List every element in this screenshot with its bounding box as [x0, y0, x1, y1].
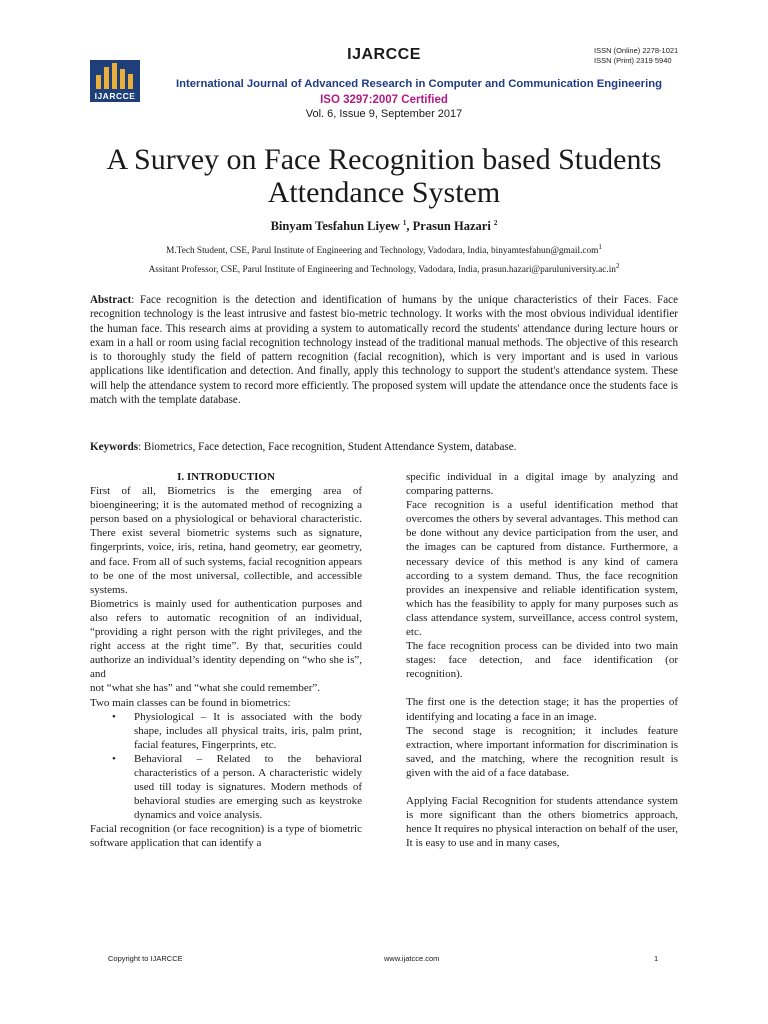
- affiliation-2: [0, 262, 768, 275]
- keywords: [90, 440, 678, 454]
- journal-full-name: International Journal of Advanced Research in Computer and Communication Engineering: [175, 78, 663, 90]
- issn-block: [594, 46, 678, 66]
- author-1: Binyam Tesfahun Liyew: [270, 219, 400, 234]
- affiliation-1-marker: 1: [598, 243, 602, 251]
- left-column: [90, 470, 362, 851]
- list-item: • Behavioral – Related to the behavioral characteristics of a person. A characteristic widely used till today is signatures. Modern methods of behavioral studies are emerging such as keystroke dynamics and voice analysis.: [134, 752, 362, 822]
- affiliation-2-marker: 2: [615, 262, 620, 270]
- author-2: Prasun Hazari: [412, 219, 491, 234]
- page-number: 1: [654, 954, 659, 963]
- journal-short-title: IJARCCE: [347, 46, 421, 63]
- footer-copyright: Copyright to IJARCCE: [108, 954, 183, 963]
- issn-print: ISSN (Print) 2319 5940: [594, 56, 672, 65]
- intro-paragraph-4: Two main classes can be found in biometrics:: [90, 696, 291, 709]
- right-paragraph-3: The face recognition process can be divided into two main stages: face detection, and face identification (or recognition).: [406, 640, 678, 681]
- affiliation-1: [0, 243, 768, 256]
- right-paragraph-2: Face recognition is a useful identification method that overcomes the others by several advantages. This method can be done without any device participation from the user, and the images can be captured from distance. Furthermore, a necessary device of this method is any kind of camera according to a system demand. Thus, the face recognition provides an inexpensive and reliable identification system, which has the feasibility to apply for many purposes such as class attendance system, surveillance, access control system, etc.: [406, 499, 678, 639]
- logo-text: IJARCCE: [94, 91, 136, 101]
- keywords-label: Keywords: [90, 441, 139, 453]
- right-paragraph-6: Applying Facial Recognition for students attendance system is more significant than the others biometrics approach, hence It requires no physical interaction on behalf of the user, It is easy to use and in many cases,: [406, 794, 678, 850]
- affiliation-1-text: M.Tech Student, CSE, Parul Institute of Engineering and Technology, Vadodara, India, binyamtesfahun@gmail.com: [166, 246, 599, 257]
- issn-online: ISSN (Online) 2278-1021: [594, 46, 679, 55]
- intro-paragraph-3: not “what she has” and “what she could remember”.: [90, 682, 320, 695]
- footer-url: www.ijatcce.com: [384, 954, 440, 963]
- abstract-label: Abstract: [90, 294, 132, 306]
- right-column: [406, 470, 678, 850]
- author-2-marker: 2: [493, 219, 498, 227]
- keywords-text: : Biometrics, Face detection, Face recognition, Student Attendance System, database.: [138, 441, 517, 453]
- biometric-classes-list: [90, 710, 362, 823]
- iso-certification: ISO 3297:2007 Certified: [320, 94, 448, 106]
- right-paragraph-4: The first one is the detection stage; it has the properties of identifying and locating a face in an image.: [406, 696, 678, 723]
- intro-paragraph-5: Facial recognition (or face recognition) is a type of biometric software application that can identify a: [90, 823, 362, 850]
- affiliation-2-text: Assitant Professor, CSE, Parul Institute of Engineering and Technology, Vadodara, India, prasun.hazari@paruluniversity.ac.in: [148, 265, 616, 276]
- author-separator: ,: [406, 219, 413, 234]
- paper-title: A Survey on Face Recognition based Students Attendance System: [106, 143, 662, 209]
- abstract: [90, 293, 678, 407]
- author-1-marker: 1: [402, 219, 407, 227]
- right-paragraph-5: The second stage is recognition; it includes feature extraction, where important information for discrimination is saved, and the matching, where the recognition result is given with the aid of a face database.: [406, 724, 678, 779]
- volume-issue: Vol. 6, Issue 9, September 2017: [305, 108, 463, 120]
- intro-paragraph-2: Biometrics is mainly used for authentication purposes and also refers to automatic recognition of an individual, “providing a right person with the right privileges, and the right access at the right time”. By that, securities could authorize an individual’s identity depending on “who she is”, and: [90, 597, 362, 681]
- section-heading-introduction: I. INTRODUCTION: [177, 471, 275, 483]
- author-list: [0, 219, 768, 234]
- right-paragraph-1: specific individual in a digital image by analyzing and comparing patterns.: [406, 471, 678, 498]
- list-item: • Physiological – It is associated with the body shape, includes all physical traits, iris, palm print, facial features, Fingerprints, etc.: [134, 710, 362, 752]
- intro-paragraph-1: First of all, Biometrics is the emerging area of bioengineering; it is the automated method of recognizing a person based on a physiological or behavioral characteristic. There exist several biometric systems such as signature, fingerprints, voice, iris, retina, hand geometry, ear geometry, and face. From all of such systems, facial recognition appears to be one of the most universal, collectible, and accessible systems.: [90, 485, 362, 596]
- abstract-text: : Face recognition is the detection and identification of humans by the unique characteristics of their Faces. Face recognition technology is the least intrusive and fastest bio-metric technology. It works with the most obvious individual identifier the human face. This research aims at providing a system to automatically record the students' attendance during lecture hours or exam in a hall or room using facial recognition technology instead of the traditional manual methods. The objective of this research is to thoroughly study the field of pattern recognition (facial recognition), which is very important and is used in various applications like identification and detection. And finally, apply this technology to support the student's attendance system. These will help the attendance system to record more efficiently. The proposed system will update the attendance once the students face is match with the template database.: [90, 294, 678, 407]
